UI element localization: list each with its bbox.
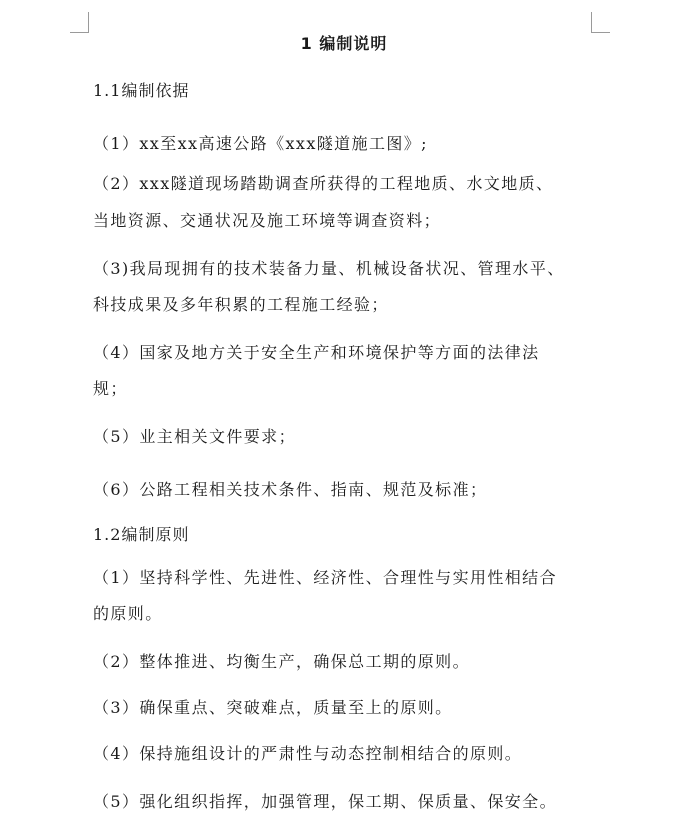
basis-line-4: （3)我局现拥有的技术装备力量、机械设备状况、管理水平、 [93,259,565,278]
crop-mark-left [70,12,89,33]
principle-line-2: 的原则。 [93,604,163,623]
basis-line-3: 当地资源、交通状况及施工环境等调查资料； [93,211,442,230]
basis-line-8: （5）业主相关文件要求； [93,427,296,446]
basis-line-9: （6）公路工程相关技术条件、指南、规范及标准； [93,480,488,499]
basis-line-5: 科技成果及多年积累的工程施工经验； [93,295,389,314]
basis-line-1: （1）xx至xx高速公路《xxx隧道施工图》; [93,134,428,153]
principle-line-3: （2）整体推进、均衡生产，确保总工期的原则。 [93,652,470,671]
principle-line-6: （5）强化组织指挥，加强管理，保工期、保质量、保安全。 [93,792,557,811]
basis-line-7: 规； [93,379,128,398]
section-heading-basis: 1.1编制依据 [93,81,190,100]
document-title: 1 编制说明 [300,34,388,53]
crop-mark-right [591,12,610,33]
section-heading-principles: 1.2编制原则 [93,525,190,544]
principle-line-1: （1）坚持科学性、先进性、经济性、合理性与实用性相结合 [93,568,557,587]
principle-line-5: （4）保持施组设计的严肃性与动态控制相结合的原则。 [93,744,523,763]
principle-line-4: （3）确保重点、突破难点，质量至上的原则。 [93,698,453,717]
basis-line-2: （2）xxx隧道现场踏勘调查所获得的工程地质、水文地质、 [93,174,554,193]
basis-line-6: （4）国家及地方关于安全生产和环境保护等方面的法律法 [93,343,540,362]
